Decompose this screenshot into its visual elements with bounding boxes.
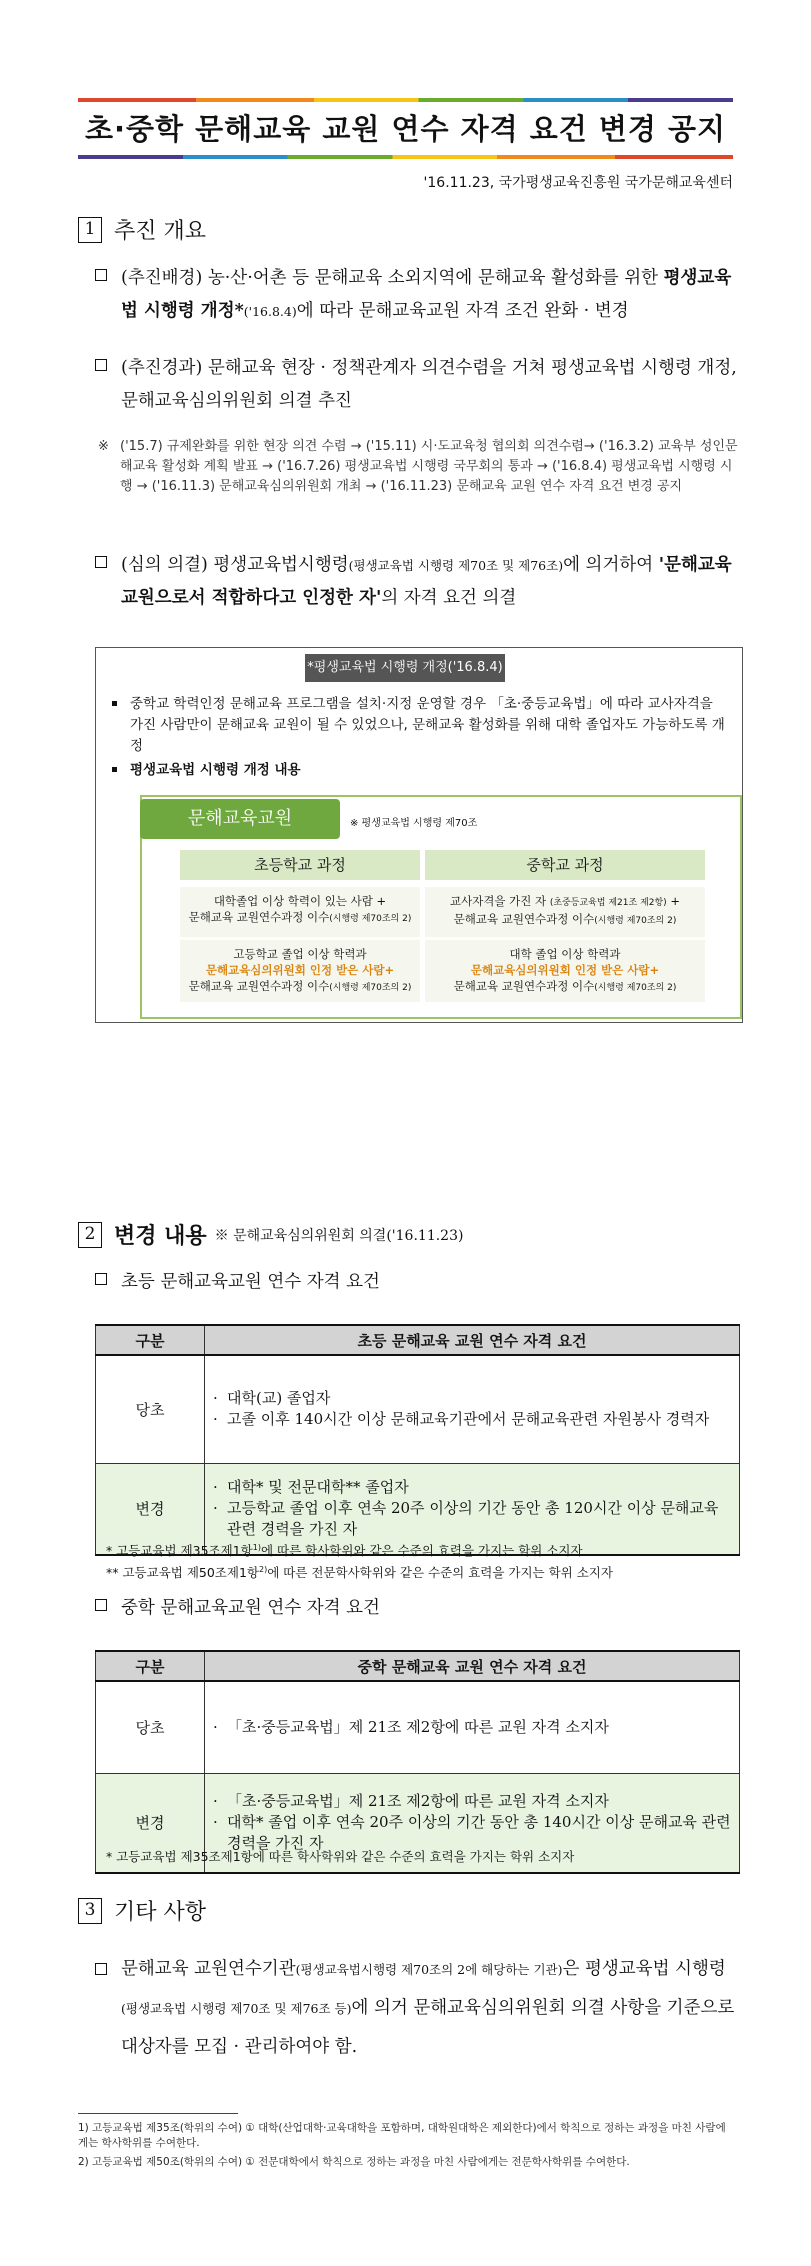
bullet-dot-icon [112, 701, 117, 706]
table-row [96, 1355, 740, 1463]
section2-title: 변경 내용 [114, 1223, 207, 1249]
table-header-row [96, 1651, 740, 1681]
section2-heading [78, 1219, 463, 1250]
footnote-divider [78, 2113, 238, 2114]
amendment-bullet-1: 중학교 학력인정 문해교육 프로그램을 설치·지정 운영할 경우 「초·중등교육법」에 따라 교사자격을 가진 사람만이 문해교육 교원이 될 수 있었으나, 문해교육 활성화를 위해 대학 졸업자도 가능하도록 개정 [112, 694, 727, 757]
square-bullet-icon [95, 359, 107, 371]
middle-cell-2: 대학 졸업 이상 학력과 문해교육심의위원회 인정 받은 사람+ 문해교육 교원연수과정 이수(시행령 제70조의 2) [425, 940, 705, 1002]
elementary-course-header: 초등학교 과정 [180, 850, 420, 880]
row-body: · 대학(교) 졸업자 · 고졸 이후 140시간 이상 문해교육기관에서 문해교육관련 자원봉사 경력자 [205, 1355, 740, 1463]
page-title: 초·중학 문해교육 교원 연수 자격 요건 변경 공지 [85, 112, 726, 146]
table-header-cell: 구분 [96, 1651, 205, 1681]
date-line: '16.11.23, 국가평생교육진흥원 국가문해교육센터 [423, 175, 733, 191]
elementary-requirements-title: 초등 문해교육교원 연수 자격 요건 [95, 1266, 741, 1299]
section1-para-progress: (추진경과) 문해교육 현장 · 정책관계자 의견수렴을 거쳐 평생교육법 시행령 개정, 문해교육심의위원회 의결 추진 [95, 352, 741, 418]
square-bullet-icon [95, 1273, 107, 1285]
table-row [96, 1681, 740, 1773]
section1-number: 1 [78, 217, 102, 243]
row-body: · 「초·중등교육법」제 21조 제2항에 따른 교원 자격 소지자 · 대학* 졸업 이후 연속 20주 이상의 기간 동안 총 140시간 이상 문해교육 관련 경력을 가진 자 [205, 1773, 740, 1873]
table-header-cell: 구분 [96, 1325, 205, 1355]
title-bottom-rule [78, 155, 733, 159]
section1-heading [78, 214, 206, 245]
square-bullet-icon [95, 556, 107, 568]
middle-requirements-title: 중학 문해교육교원 연수 자격 요건 [95, 1592, 741, 1625]
elementary-cell-1: 대학졸업 이상 학력이 있는 사람 + 문해교육 교원연수과정 이수(시행령 제70조의 2) [180, 887, 420, 937]
square-bullet-icon [95, 1963, 107, 1975]
table-header-cell: 중학 문해교육 교원 연수 자격 요건 [205, 1651, 740, 1681]
row-body: · 「초·중등교육법」제 21조 제2항에 따른 교원 자격 소지자 [205, 1681, 740, 1773]
row-label: 당초 [96, 1355, 205, 1463]
teacher-diagram-title: 문해교육교원 [140, 799, 340, 839]
bottom-footnote-2: 2) 고등교육법 제50조(학위의 수여) ① 전문대학에서 학칙으로 정하는 과정을 마친 사람에게는 전문학사학위를 수여한다. [78, 2156, 630, 2168]
section1-title: 추진 개요 [114, 219, 207, 244]
section3-para: 문해교육 교원연수기관(평생교육법시행령 제70조의 2에 해당하는 기관)은 평생교육법 시행령(평생교육법 시행령 제70조 및 제76조 등)에 의거 문해교육심의위원회 의결 사항을 기준으로 대상자를 모집 · 관리하여야 함. [95, 1950, 741, 2066]
row-label: 변경 [96, 1773, 205, 1873]
section1-para-resolution: (심의 의결) 평생교육법시행령(평생교육법 시행령 제70조 및 제76조)에 의거하여 '문해교육 교원으로서 적합하다고 인정한 자'의 자격 요건 의결 [95, 549, 741, 615]
table-header-cell: 초등 문해교육 교원 연수 자격 요건 [205, 1325, 740, 1355]
timeline-note: ※ ('15.7) 규제완화를 위한 현장 의견 수렴 → ('15.11) 시·도교육청 협의회 의견수렴→ ('16.3.2) 교육부 성인문해교육 활성화 계획 발표 → ('16.7.26) 평생교육법 시행령 국무회의 통과 → ('16.8.4) 평생교육법 시행령 시행 → ('16.11.3) 문해교육심의위원회 개최 → ('16.11.23) 문해교육 교원 연수 자격 요건 변경 공지 [98, 439, 738, 494]
elementary-requirements-table [95, 1324, 740, 1556]
section3-heading [78, 1895, 206, 1926]
section3-title: 기타 사항 [114, 1900, 207, 1925]
section2-note: ※ 문해교육심의위원회 의결('16.11.23) [214, 1227, 464, 1244]
section3-number: 3 [78, 1898, 102, 1924]
middle-footnote: * 고등교육법 제35조제1항에 따른 학사학위와 같은 수준의 효력을 가지는 학위 소지자 [106, 1849, 575, 1864]
middle-cell-1: 교사자격을 가진 자 (초중등교육법 제21조 제2항) + 문해교육 교원연수과정 이수(시행령 제70조의 2) [425, 887, 705, 937]
amendment-tag: *평생교육법 시행령 개정('16.8.4) [305, 654, 505, 682]
row-body: · 대학* 및 전문대학** 졸업자 · 고등학교 졸업 이후 연속 20주 이상의 기간 동안 총 120시간 이상 문해교육 관련 경력을 가진 자 [205, 1463, 740, 1555]
row-label: 당초 [96, 1681, 205, 1773]
middle-requirements-table [95, 1650, 740, 1874]
bullet-dot-icon [112, 767, 117, 772]
bottom-footnote-1: 1) 고등교육법 제35조(학위의 수여) ① 대학(산업대학·교육대학을 포함하며, 대학원대학은 제외한다)에서 학칙으로 정하는 과정을 마친 사람에게는 학사학위를 수여한다. [78, 2122, 726, 2149]
elementary-footnote-1: * 고등교육법 제35조제1항$^{1)}$에 따른 학사학위와 같은 수준의 효력을 가지는 학위 소지자 [106, 1543, 583, 1559]
square-bullet-icon [95, 269, 107, 281]
middle-course-header: 중학교 과정 [425, 850, 705, 880]
square-bullet-icon [95, 1599, 107, 1611]
amendment-bullet-2: 평생교육법 시행령 개정 내용 [112, 760, 727, 781]
teacher-diagram-note: ※ 평생교육법 시행령 제70조 [350, 818, 478, 829]
elementary-footnote-2: ** 고등교육법 제50조제1항$^{2)}$에 따른 전문학사학위와 같은 수준의 효력을 가지는 학위 소지자 [106, 1565, 613, 1581]
section2-number: 2 [78, 1222, 102, 1248]
elementary-cell-2: 고등학교 졸업 이상 학력과 문해교육심의위원회 인정 받은 사람+ 문해교육 교원연수과정 이수(시행령 제70조의 2) [180, 940, 420, 1002]
row-label: 변경 [96, 1463, 205, 1555]
section1-para-background: (추진배경) 농·산·어촌 등 문해교육 소외지역에 문해교육 활성화를 위한 평생교육법 시행령 개정*('16.8.4)에 따라 문해교육교원 자격 조건 완화 · 변경 [95, 262, 741, 328]
title-top-rule [78, 98, 733, 102]
table-header-row [96, 1325, 740, 1355]
